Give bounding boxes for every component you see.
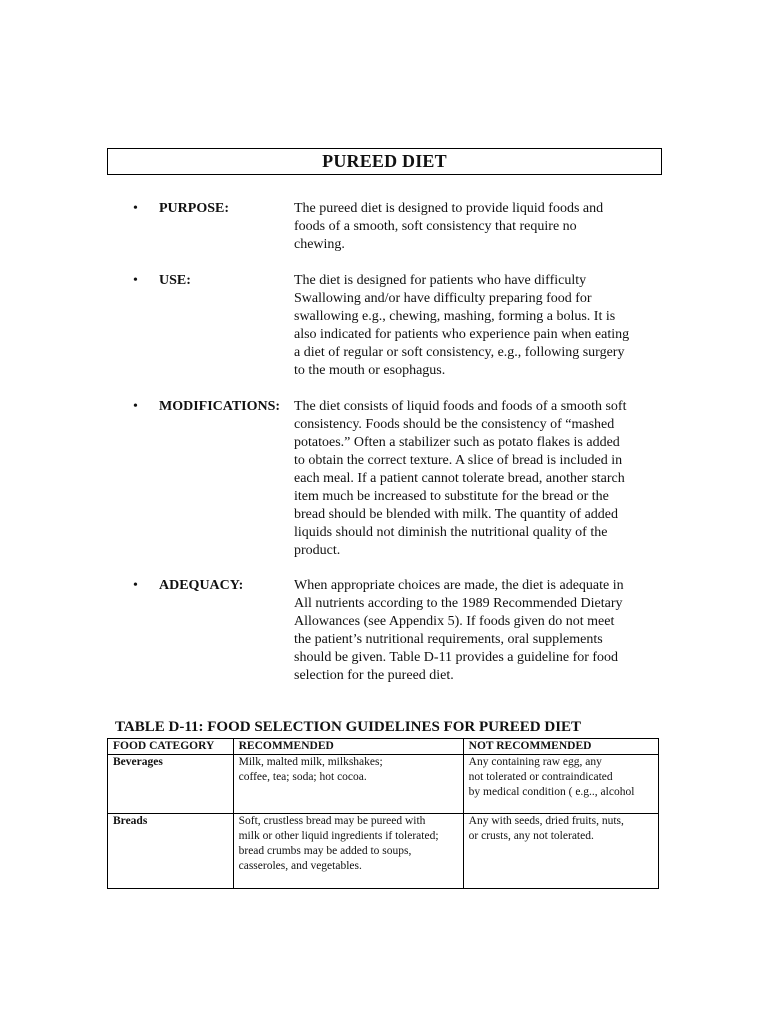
bullet-icon: • [133,201,138,216]
section-text: The pureed diet is designed to provide liquid foods and foods of a smooth, soft consistency that require no chewing. [294,201,604,252]
not-recommended-cell: Any containing raw egg, any not tolerated or contraindicated by medical condition ( e.g.., alcohol [463,755,658,814]
bullet-icon: • [133,578,138,593]
table-row [108,755,659,814]
table-header-row [108,739,659,755]
food-selection-table [107,738,659,889]
section-label: PURPOSE: [159,201,229,216]
category-cell: Beverages [108,755,234,814]
header-recommended: RECOMMENDED [233,739,463,755]
recommended-cell: Soft, crustless bread may be pureed with milk or other liquid ingredients if tolerated; bread crumbs may be added to soups, casseroles, and vegetables. [233,814,463,889]
section-text: When appropriate choices are made, the diet is adequate in All nutrients according to the 1989 Recommended Dietary Allowances (see Appendix 5). If foods given do not meet the patient’s nutritional requirements, oral supplements should be given. Table D-11 provides a guideline for food selection for the pureed diet. [294,578,624,683]
recommended-cell: Milk, malted milk, milkshakes; coffee, tea; soda; hot cocoa. [233,755,463,814]
page-title: PUREED DIET [107,148,662,175]
section-label: MODIFICATIONS: [159,399,281,414]
header-not-recommended: NOT RECOMMENDED [463,739,658,755]
section-text: The diet consists of liquid foods and foods of a smooth soft consistency. Foods should be the consistency of “mashed potatoes.” Often a stabilizer such as potato flakes is added to obtain the correct texture. A slice of bread is included in each meal. If a patient cannot tolerate bread, another starch item much be increased to substitute for the bread or the bread should be blended with milk. The quantity of added liquids should not diminish the nutritional quality of the product. [294,399,627,558]
section-text: The diet is designed for patients who have difficulty Swallowing and/or have difficulty preparing food for swallowing e.g., chewing, mashing, forming a bolus. It is also indicated for patients who experience pain when eating a diet of regular or soft consistency, e.g., following surgery to the mouth or esophagus. [294,273,630,378]
section-label: ADEQUACY: [159,578,244,593]
section-label: USE: [159,273,191,288]
category-cell: Breads [108,814,234,889]
table-row [108,814,659,889]
header-food-category: FOOD CATEGORY [108,739,234,755]
not-recommended-cell: Any with seeds, dried fruits, nuts, or crusts, any not tolerated. [463,814,658,889]
bullet-icon: • [133,399,138,414]
table-title: TABLE D-11: FOOD SELECTION GUIDELINES FOR PUREED DIET [115,719,582,735]
bullet-icon: • [133,273,138,288]
